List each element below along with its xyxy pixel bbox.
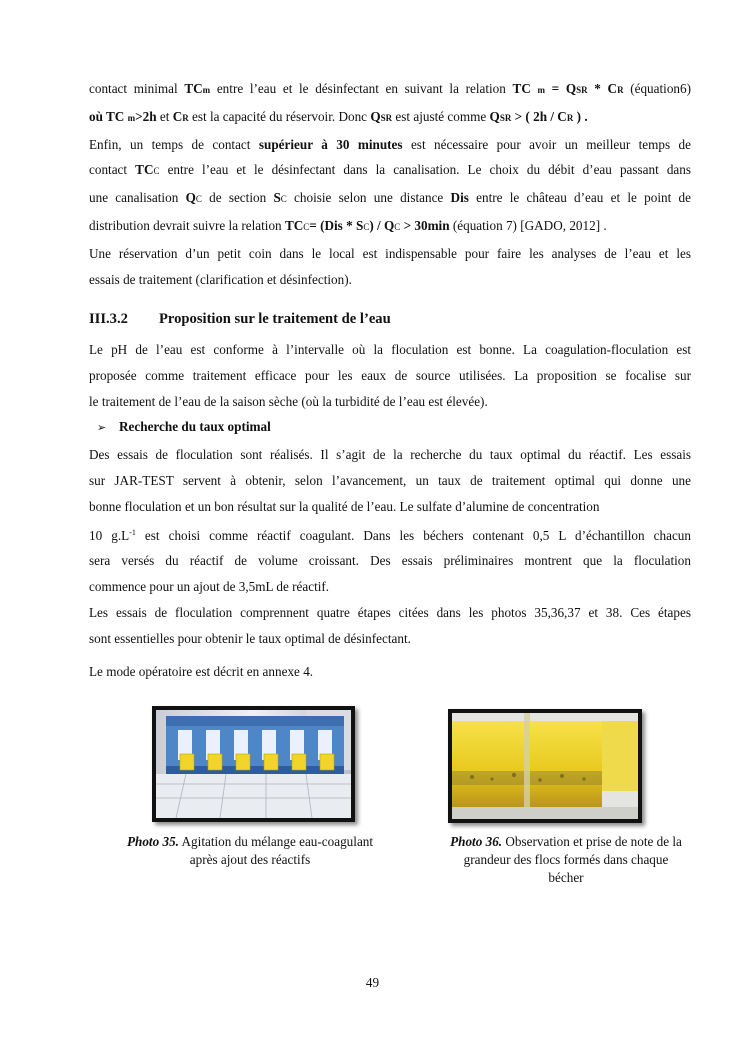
photo-36-flocs: [448, 709, 642, 823]
beaker-flocs-illustration: [452, 713, 638, 819]
text-line: sera versés du réactif de volume croissant. Des essais préliminaires montrent que la floculation: [89, 553, 691, 569]
caption-photo-36: Photo 36. Observation et prise de note de la grandeur des flocs formés dans chaque bécher: [450, 834, 682, 885]
arrow-bullet-icon: ➢: [97, 422, 107, 435]
paragraph-contact-time: [89, 76, 691, 292]
page-number: 49: [365, 975, 380, 990]
text-line: sur JAR-TEST servent à obtenir, selon l’avancement, un taux de traitement optimal qui donne une: [89, 472, 691, 488]
caption-photo-35: Photo 35. Agitation du mélange eau-coagulant après ajout des réactifs: [126, 834, 374, 867]
text-line: Une réservation d’un petit coin dans le local est indispensable pour faire les analyses de l’eau et les: [89, 245, 691, 261]
text-line: Les essais de floculation comprennent quatre étapes citées dans les photos 35,36,37 et 38. Ces étapes: [89, 604, 691, 620]
text-line: Des essais de floculation sont réalisés. Il s’agit de la recherche du taux optimal du réactif. Les essais: [89, 447, 691, 463]
bullet-item: [89, 414, 691, 442]
photo-35-jar-test: [152, 706, 355, 822]
jar-test-illustration: [156, 710, 351, 818]
section-number: III.3.2: [89, 311, 128, 327]
text-line: 10 $g.L^{-1}$ est choisi comme réactif coagulant. Dans les béchers contenant 0,5 L d’échantillon chacun: [89, 527, 691, 543]
section-title: Proposition sur le traitement de l’eau: [159, 311, 391, 327]
text-line: proposée comme traitement efficace pour les eaux de source utilisées. La proposition se focalise sur: [89, 367, 691, 383]
bullet-text: Recherche du taux optimal: [119, 419, 271, 435]
text-line: distribution devrait suivre la relation TCC= (Dis * SC) / QC > 30min (équation 7) [GADO, 2012] .: [89, 217, 607, 233]
text-line: bonne floculation et un bon résultat sur la qualité de l’eau. Le sulfate d’alumine de concentration: [89, 498, 600, 514]
text-line: contact TCC entre l’eau et le désinfectant dans la canalisation. Le choix du débit d’eau passant dans: [89, 162, 692, 178]
text-line: essais de traitement (clarification et désinfection).: [89, 271, 352, 287]
text-line: où TC m>2h et CR est la capacité du réservoir. Donc QSR est ajusté comme QSR > ( 2h / CR ) .: [89, 108, 588, 124]
caption-label: Photo 36.: [450, 834, 503, 849]
paragraph-treatment: [89, 337, 691, 652]
text-line: contact minimal TCm entre l’eau et le désinfectant en suivant la relation TC m = QSR * CR (équation6): [89, 81, 692, 96]
section-heading: [89, 311, 391, 328]
text-line: Le mode opératoire est décrit en annexe 4.: [89, 664, 314, 679]
caption-label: Photo 35.: [126, 834, 179, 849]
paragraph-annex: [89, 659, 691, 685]
text-line: Enfin, un temps de contact supérieur à 30 minutes est nécessaire pour avoir un meilleur temps de: [89, 136, 691, 152]
text-line: Le pH de l’eau est conforme à l’intervalle où la floculation est bonne. La coagulation-floculation est: [89, 342, 691, 357]
text-line: une canalisation QC de section SC choisie selon une distance Dis entre le château d’eau et le point de: [89, 190, 691, 206]
text-line: commence pour un ajout de 3,5mL de réactif.: [89, 579, 330, 595]
text-line: le traitement de l’eau de la saison sèche (où la turbidité de l’eau est élevée).: [89, 393, 488, 409]
text-line: sont essentielles pour obtenir le taux optimal de désinfectant.: [89, 630, 411, 646]
